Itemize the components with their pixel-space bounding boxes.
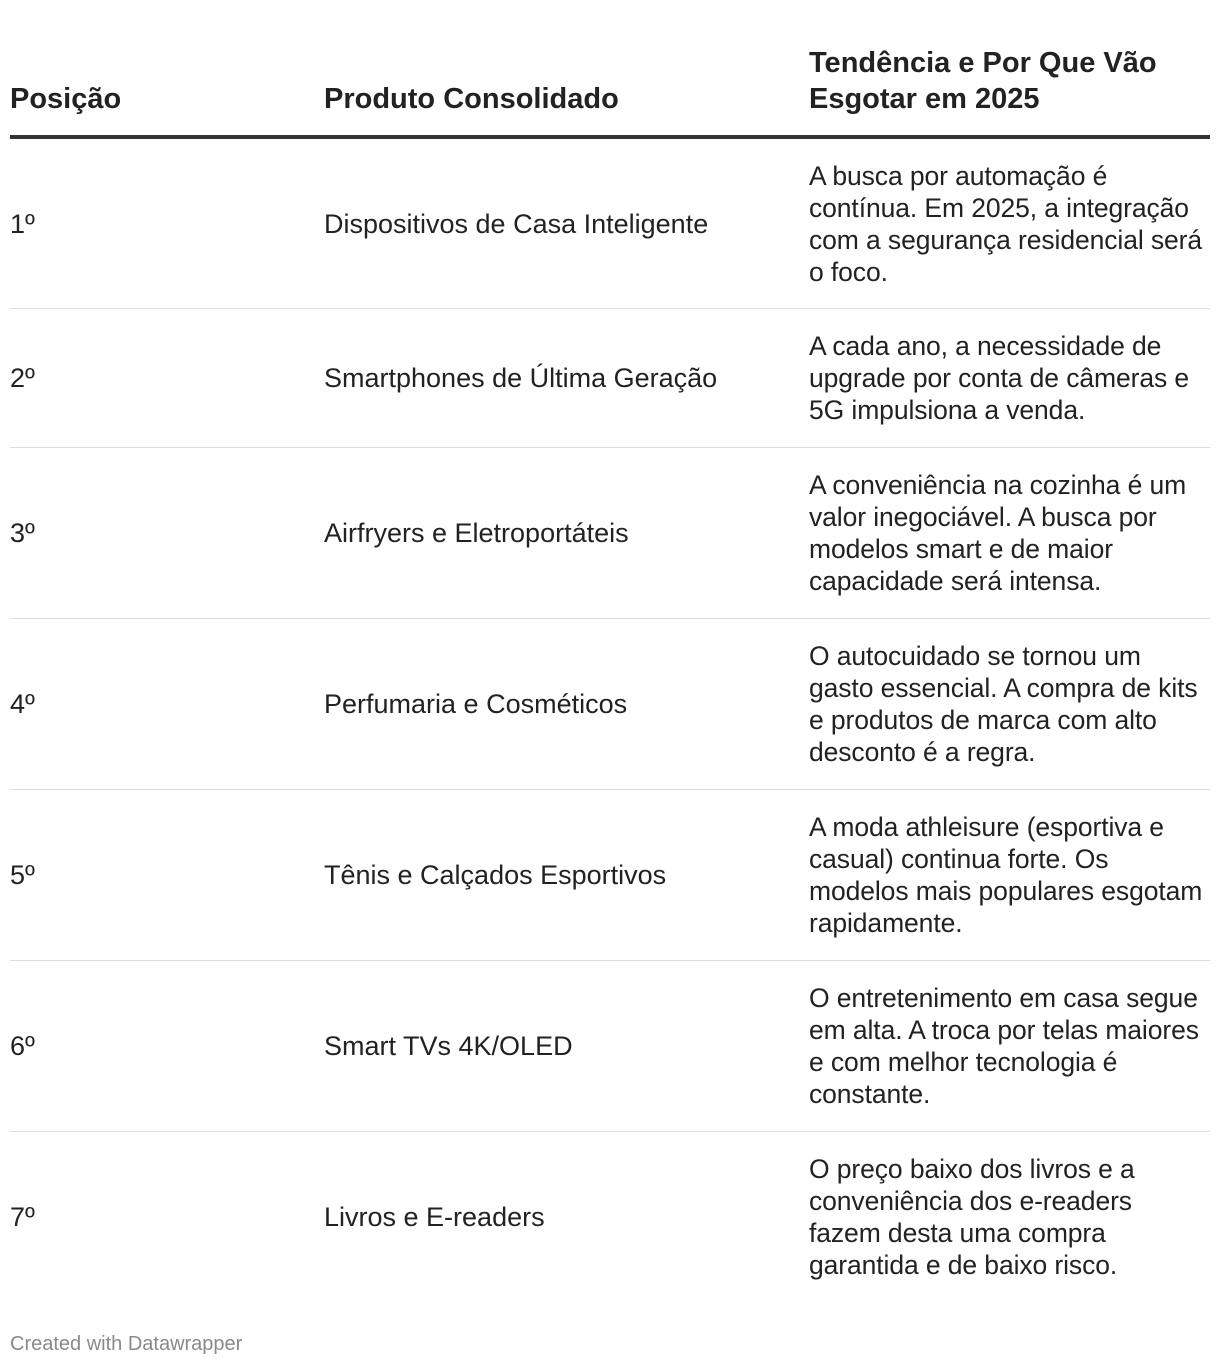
cell-position: 6º — [10, 1031, 35, 1061]
header-product: Produto Consolidado — [324, 83, 619, 115]
cell-product: Dispositivos de Casa Inteligente — [324, 208, 709, 239]
cell-product: Smartphones de Última Geração — [324, 363, 718, 393]
cell-position: 7º — [10, 1202, 35, 1232]
table-row — [10, 790, 1210, 961]
cell-product: Perfumaria e Cosméticos — [324, 689, 628, 719]
cell-position: 5º — [10, 860, 35, 890]
table-header — [10, 40, 1210, 139]
cell-position: 4º — [10, 689, 35, 719]
cell-position: 2º — [10, 363, 35, 393]
cell-product: Tênis e Calçados Esportivos — [324, 860, 667, 890]
cell-trend: O preço baixo dos livros e a conveniência dos e-readers fazem desta uma compra garantida e de baixo risco. — [809, 1154, 1135, 1280]
cell-trend: A conveniência na cozinha é um valor inegociável. A busca por modelos smart e de maior capacidade será intensa. — [809, 470, 1187, 596]
cell-product: Livros e E-readers — [324, 1202, 545, 1232]
table-row — [10, 139, 1210, 309]
data-table — [10, 40, 1210, 1302]
cell-position: 3º — [10, 518, 35, 548]
cell-trend: O autocuidado se tornou um gasto essencial. A compra de kits e produtos de marca com alto desconto é a regra. — [809, 641, 1198, 767]
header-position: Posição — [10, 83, 122, 115]
cell-position: 1º — [10, 208, 35, 239]
footer-credit: Created with Datawrapper — [10, 1333, 243, 1355]
table-row — [10, 448, 1210, 619]
table-row — [10, 961, 1210, 1132]
cell-product: Airfryers e Eletroportáteis — [324, 518, 629, 548]
cell-trend: A busca por automação é contínua. Em 2025, a integração com a segurança residencial será o foco. — [809, 160, 1203, 287]
table-row — [10, 309, 1210, 448]
table-row — [10, 1132, 1210, 1302]
header-trend: Tendência e Por Que Vão Esgotar em 2025 — [809, 47, 1157, 115]
cell-trend: O entretenimento em casa segue em alta. A troca por telas maiores e com melhor tecnologia é constante. — [809, 983, 1199, 1109]
cell-trend: A cada ano, a necessidade de upgrade por conta de câmeras e 5G impulsiona a venda. — [809, 331, 1190, 425]
cell-trend: A moda athleisure (esportiva e casual) continua forte. Os modelos mais populares esgotam rapidamente. — [809, 812, 1203, 938]
table-row — [10, 619, 1210, 790]
cell-product: Smart TVs 4K/OLED — [324, 1031, 573, 1061]
